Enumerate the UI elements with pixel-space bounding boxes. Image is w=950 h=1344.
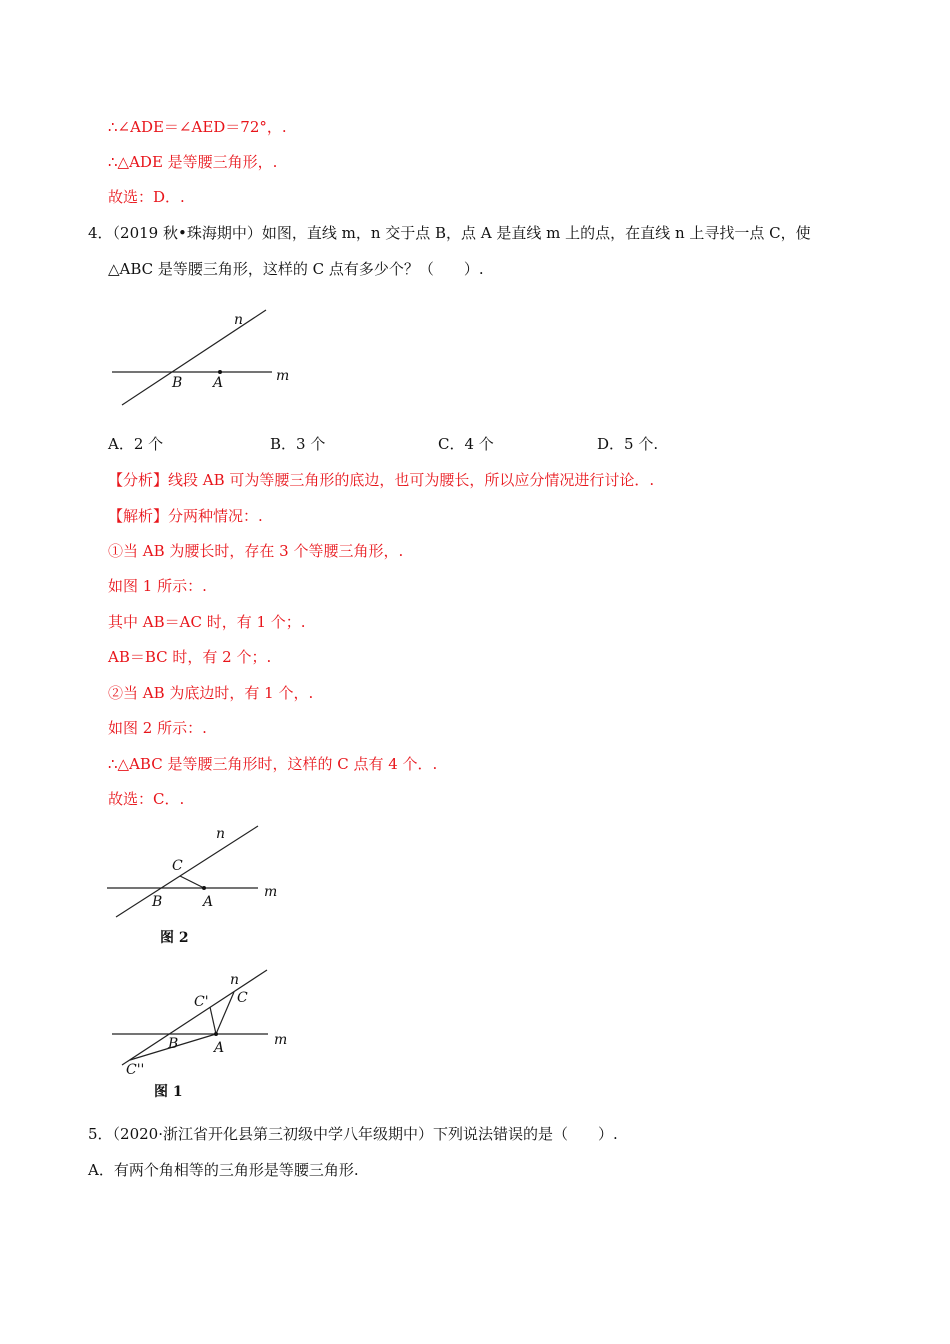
label-c: C (172, 858, 183, 874)
label-c-prime: C' (194, 994, 209, 1010)
question-5-option-a: A．有两个角相等的三角形是等腰三角形. (88, 1161, 359, 1179)
label-c-double-prime: C'' (126, 1062, 145, 1078)
solution-line: AB＝BC 时，有 2 个；. (108, 648, 272, 666)
label-m: m (264, 884, 278, 900)
solution-line: 其中 AB＝AC 时，有 1 个；. (108, 613, 306, 631)
solution-line: 故选：C．. (108, 790, 185, 808)
option-c: C．4 个 (438, 435, 494, 453)
label-m: m (276, 368, 290, 384)
label-n: n (216, 826, 226, 842)
label-m: m (274, 1032, 288, 1048)
solution-line: 【解析】分两种情况：. (108, 507, 263, 525)
label-a: A (214, 1040, 225, 1056)
analysis-text: 【分析】线段 AB 可为等腰三角形的底边，也可为腰长，所以应分情况进行讨论．. (108, 471, 655, 489)
label-c: C (237, 990, 248, 1006)
figure-caption: 图 1 (154, 1084, 183, 1100)
option-d: D．5 个. (597, 435, 659, 453)
figure-1 (100, 962, 310, 1102)
label-n: n (230, 972, 240, 988)
option-b: B．3 个 (270, 435, 326, 453)
text-line: ∴△ADE 是等腰三角形，. (108, 153, 278, 171)
question-5-line-1: 5．（2020·浙江省开化县第三初级中学八年级期中）下列说法错误的是（ ）. (88, 1125, 618, 1143)
question-4-line-2: △ABC 是等腰三角形，这样的 C 点有多少个？（ ）. (108, 260, 484, 278)
label-b: B (152, 894, 163, 910)
question-4-line-1: 4．（2019 秋•珠海期中）如图，直线 m，n 交于点 B，点 A 是直线 m 上的点，在直线 n 上寻找一点 C，使 (88, 224, 811, 242)
solution-line: ②当 AB 为底边时，有 1 个，. (108, 684, 314, 702)
label-a: A (203, 894, 214, 910)
label-n: n (234, 312, 244, 328)
option-a: A．2 个 (108, 435, 164, 453)
solution-line: ①当 AB 为腰长时，存在 3 个等腰三角形，. (108, 542, 404, 560)
solution-line: 如图 2 所示：. (108, 719, 207, 737)
solution-line: ∴△ABC 是等腰三角形时，这样的 C 点有 4 个．. (108, 755, 438, 773)
question-figure (100, 300, 310, 410)
label-b: B (168, 1036, 179, 1052)
text-line: 故选：D．. (108, 188, 185, 206)
text-line: ∴∠ADE＝∠AED＝72°，. (108, 118, 287, 136)
solution-line: 如图 1 所示：. (108, 577, 207, 595)
figure-2 (100, 820, 300, 950)
label-a: A (213, 375, 224, 391)
figure-caption: 图 2 (160, 930, 189, 946)
label-b: B (172, 375, 183, 391)
